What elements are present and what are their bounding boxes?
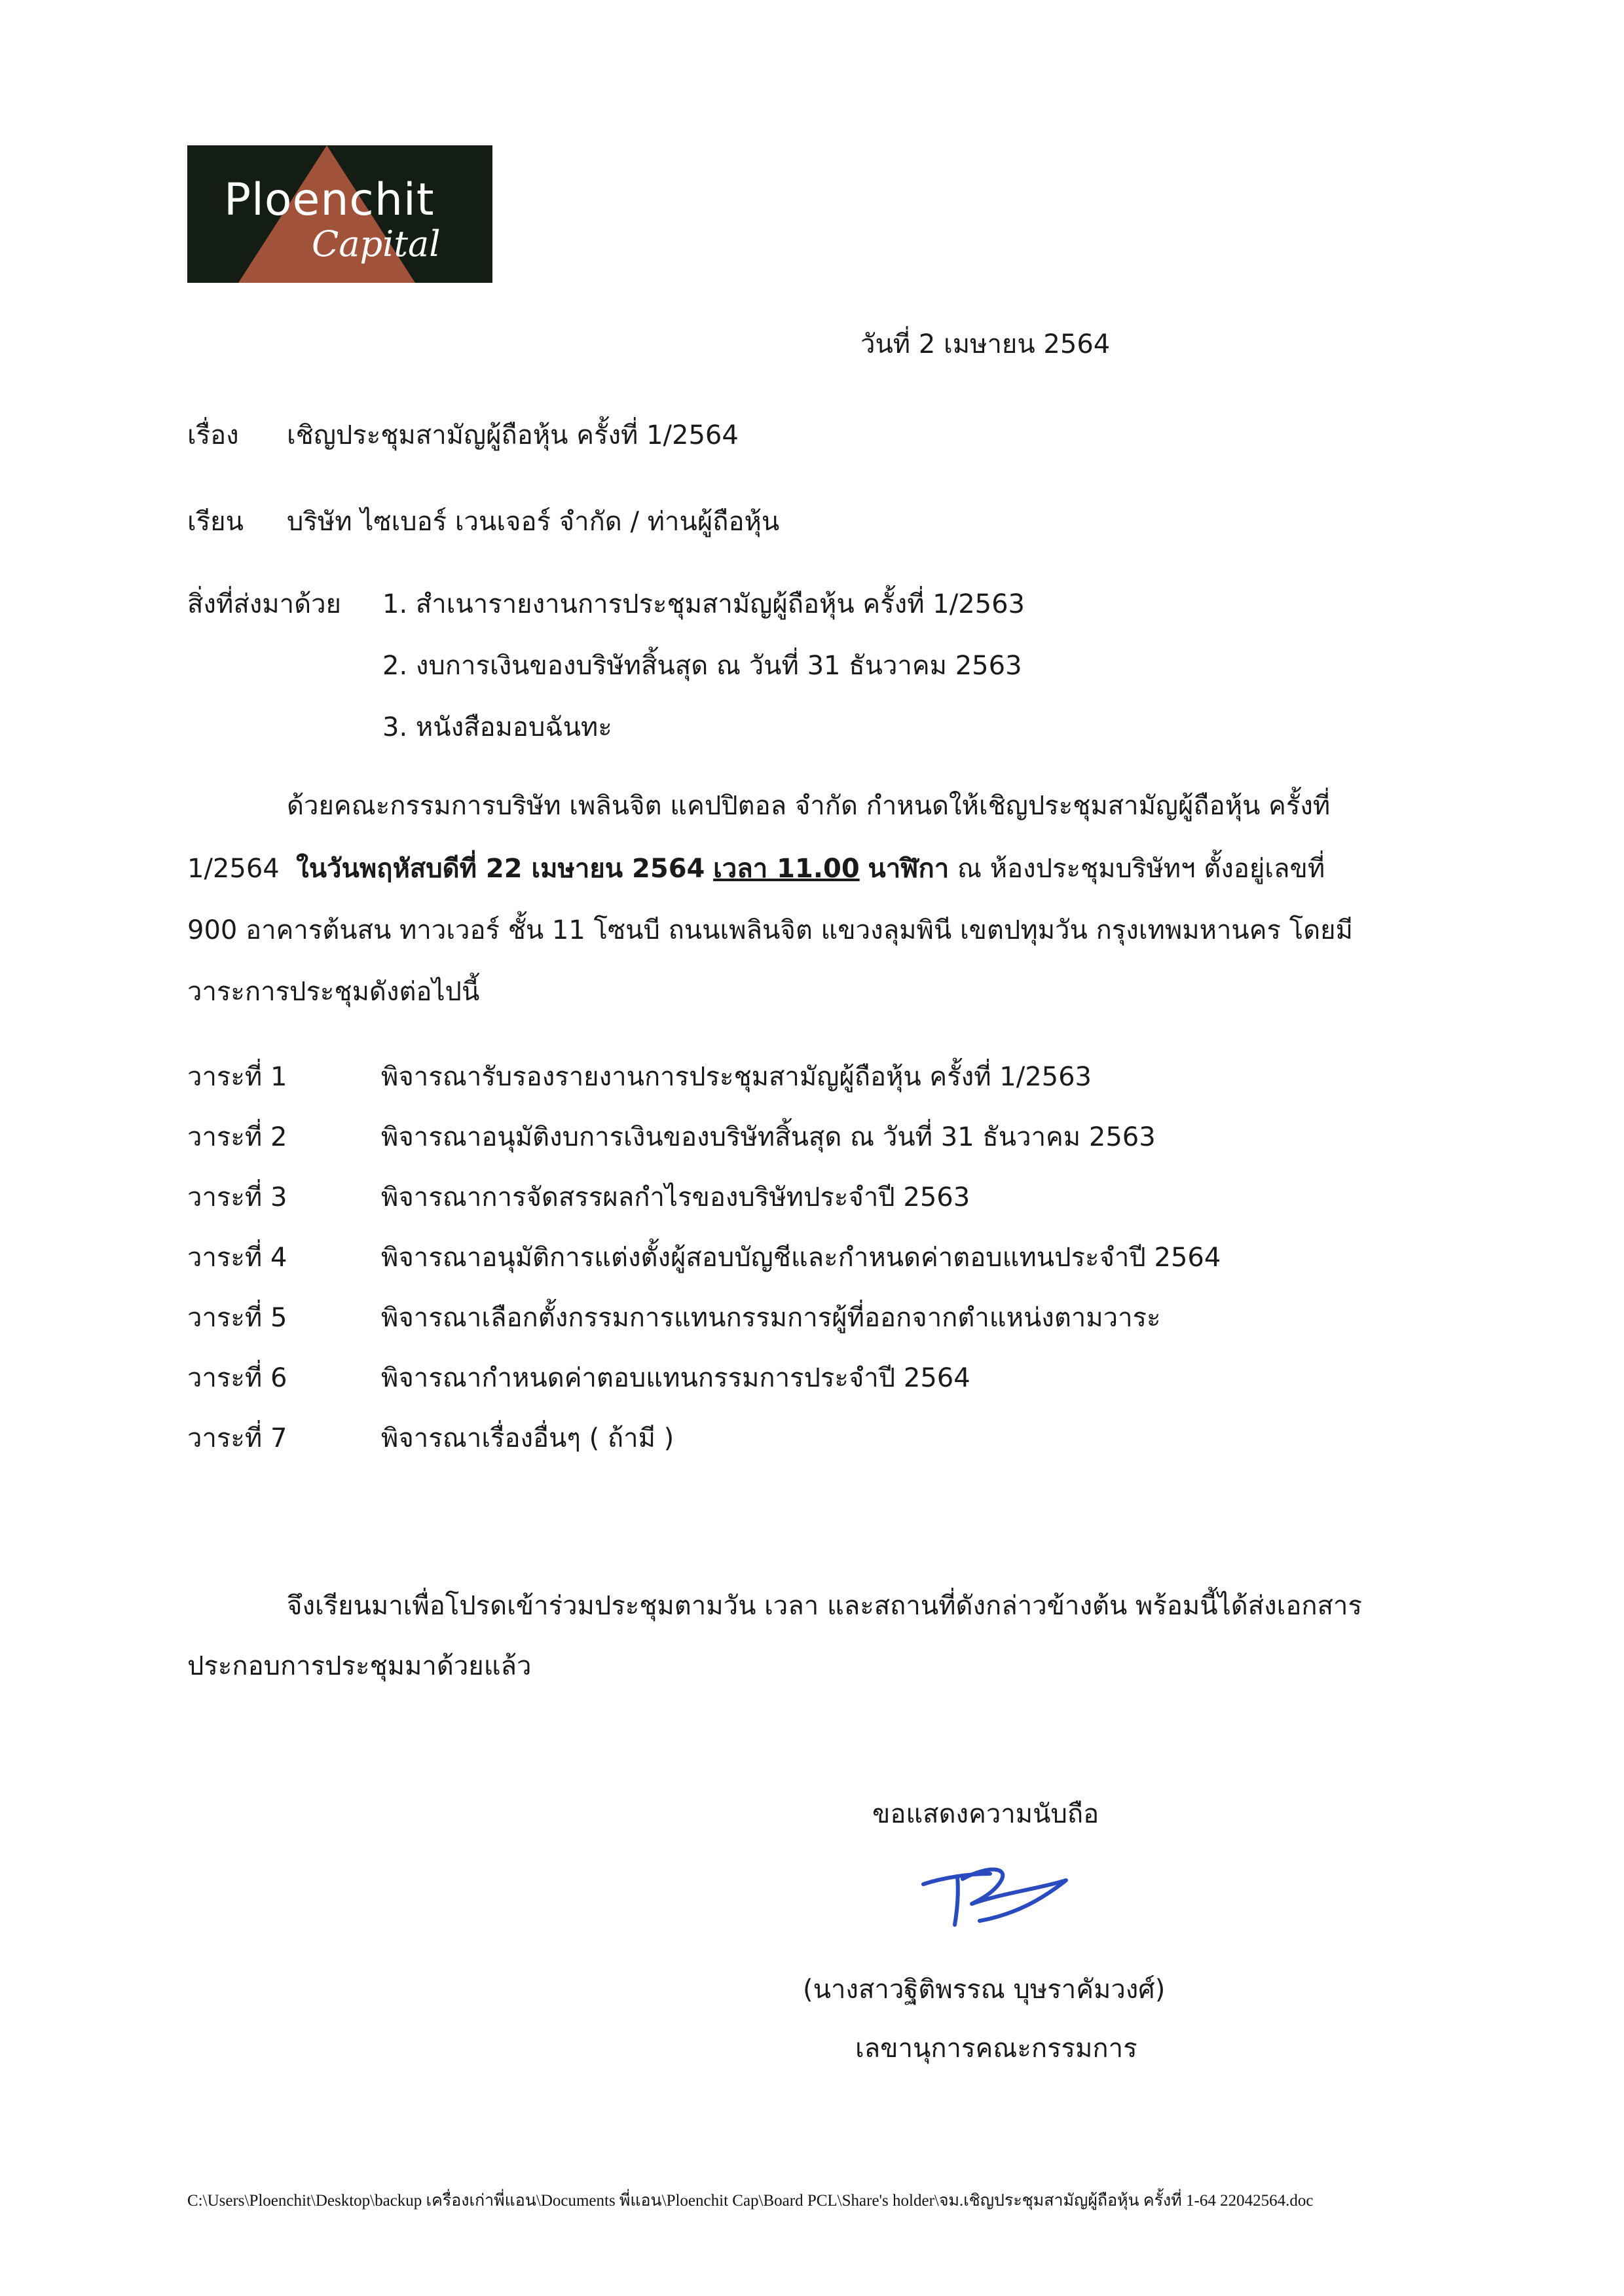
- intro-ref-number: 1/2564: [187, 854, 280, 884]
- signatory-title: เลขานุการคณะกรรมการ: [855, 2033, 1137, 2064]
- agenda-number: วาระที่ 2: [187, 1122, 287, 1152]
- logo-main-text: Ploenchit: [224, 174, 435, 226]
- agenda-number: วาระที่ 6: [187, 1363, 287, 1393]
- intro-address-text: 900 อาคารต้นสน ทาวเวอร์ ชั้น 11 โซนบี ถนนเพลินจิต แขวงลุมพินี เขตปทุมวัน กรุงเทพมหานคร โดยมี: [187, 915, 1353, 945]
- agenda-number: วาระที่ 3: [187, 1182, 287, 1212]
- agenda-text: พิจารณากำหนดค่าตอบแทนกรรมการประจำปี 2564: [381, 1363, 970, 1393]
- agenda-number: วาระที่ 7: [187, 1423, 287, 1453]
- agenda-text: พิจารณาเลือกตั้งกรรมการแทนกรรมการผู้ที่ออกจากตำแหน่งตามวาระ: [381, 1303, 1161, 1333]
- agenda-text: พิจารณารับรองรายงานการประชุมสามัญผู้ถือหุ้น ครั้งที่ 1/2563: [381, 1062, 1092, 1092]
- signature-icon: [917, 1859, 1074, 1931]
- attachment-item: 3. หนังสือมอบฉันทะ: [382, 712, 612, 742]
- agenda-text: พิจารณาอนุมัติการแต่งตั้งผู้สอบบัญชีและกำหนดค่าตอบแทนประจำปี 2564: [381, 1243, 1221, 1273]
- attachment-item: 1. สำเนารายงานการประชุมสามัญผู้ถือหุ้น ครั้งที่ 1/2563: [382, 589, 1025, 619]
- recipient-label: เรียน: [187, 507, 244, 537]
- agenda-text: พิจารณาการจัดสรรผลกำไรของบริษัทประจำปี 2563: [381, 1182, 970, 1212]
- meeting-venue-text: ณ ห้องประชุมบริษัทฯ ตั้งอยู่เลขที่: [957, 854, 1325, 884]
- intro-line: [187, 974, 1431, 1010]
- intro-line: [187, 850, 1431, 887]
- subject-text: เชิญประชุมสามัญผู้ถือหุ้น ครั้งที่ 1/2564: [287, 420, 739, 450]
- logo-sub-text: Capital: [312, 223, 441, 264]
- intro-line: [287, 788, 1431, 824]
- intro-agenda-lead: วาระการประชุมดังต่อไปนี้: [187, 977, 480, 1007]
- closing-line: จึงเรียนมาเพื่อโปรดเข้าร่วมประชุมตามวัน เวลา และสถานที่ดังกล่าวข้างต้น พร้อมนี้ได้ส่งเอกสาร: [287, 1591, 1362, 1621]
- meeting-time-text: เวลา 11.00: [713, 854, 860, 884]
- subject-label: เรื่อง: [187, 420, 239, 450]
- attachment-item: 2. งบการเงินของบริษัทสิ้นสุด ณ วันที่ 31 ธันวาคม 2563: [382, 651, 1022, 681]
- intro-line-text: ด้วยคณะกรรมการบริษัท เพลินจิต แคปปิตอล จำกัด กำหนดให้เชิญประชุมสามัญผู้ถือหุ้น ครั้งที่: [287, 791, 1331, 821]
- agenda-number: วาระที่ 1: [187, 1062, 287, 1092]
- agenda-text: พิจารณาอนุมัติงบการเงินของบริษัทสิ้นสุด ณ วันที่ 31 ธันวาคม 2563: [381, 1122, 1156, 1152]
- attachments-label: สิ่งที่ส่งมาด้วย: [187, 589, 341, 619]
- document-file-path: C:\Users\Ploenchit\Desktop\backup เครื่องเก่าพี่แอน\Documents พี่แอน\Ploenchit Cap\Board PCL\Share's holder\จม.เชิญประชุมสามัญผู้ถือหุ้น ครั้งที่ 1-64 22042564.doc: [187, 2192, 1314, 2210]
- meeting-date-text: ในวันพฤหัสบดีที่ 22 เมษายน 2564: [296, 854, 705, 884]
- intro-line: [187, 912, 1431, 949]
- agenda-number: วาระที่ 4: [187, 1243, 287, 1273]
- closing-line: ประกอบการประชุมมาด้วยแล้ว: [187, 1651, 532, 1681]
- letter-date: วันที่ 2 เมษายน 2564: [860, 329, 1111, 359]
- recipient-text: บริษัท ไซเบอร์ เวนเจอร์ จำกัด / ท่านผู้ถือหุ้น: [287, 507, 780, 537]
- company-logo: [187, 145, 492, 283]
- agenda-text: พิจารณาเรื่องอื่นๆ ( ถ้ามี ): [381, 1423, 674, 1453]
- signatory-name: (นางสาวฐิติพรรณ บุษราคัมวงศ์): [803, 1975, 1166, 2005]
- meeting-time-unit: นาฬิกา: [868, 854, 950, 884]
- regards-text: ขอแสดงความนับถือ: [872, 1799, 1099, 1829]
- agenda-number: วาระที่ 5: [187, 1303, 287, 1333]
